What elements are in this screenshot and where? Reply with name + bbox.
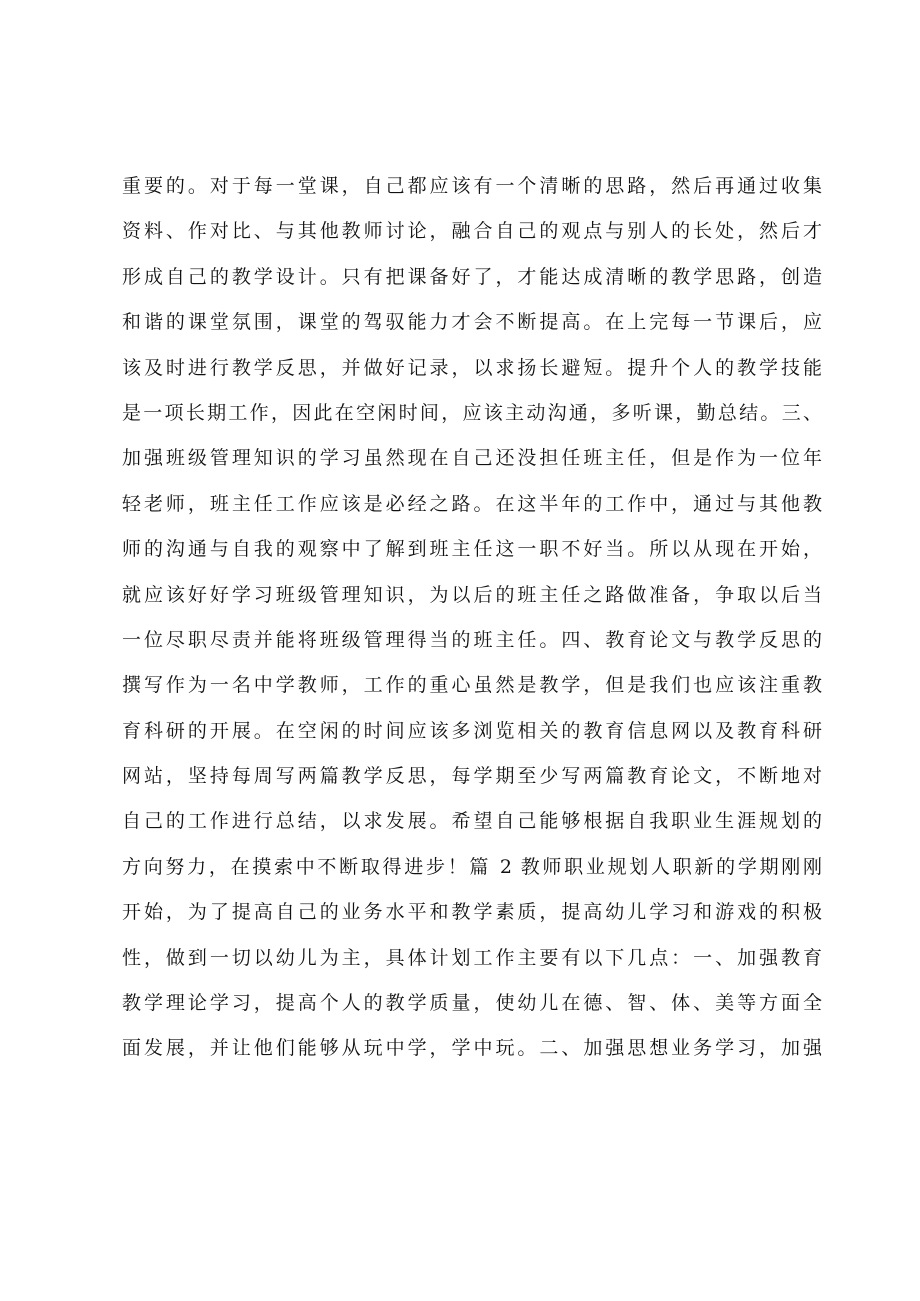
text-line-13: 育科研的开展。在空闲的时间应该多浏览相关的教育信息网以及教育科研 [122, 719, 822, 742]
text-line-4: 和谐的课堂氛围，课堂的驾驭能力才会不断提高。在上完每一节课后，应 [122, 311, 822, 334]
text-line-11: 一位尽职尽责并能将班级管理得当的班主任。四、教育论文与教学反思的 [122, 628, 822, 651]
text-line-17: 开始，为了提高自己的业务水平和教学素质，提高幼儿学习和游戏的积极 [122, 901, 822, 924]
text-line-9: 师的沟通与自我的观察中了解到班主任这一职不好当。所以从现在开始， [122, 538, 822, 561]
text-line-3: 形成自己的教学设计。只有把课备好了，才能达成清晰的教学思路，创造 [122, 265, 822, 288]
text-line-18: 性，做到一切以幼儿为主，具体计划工作主要有以下几点：一、加强教育 [122, 946, 822, 969]
text-line-15: 自己的工作进行总结，以求发展。希望自己能够根据自我职业生涯规划的 [122, 810, 822, 833]
text-line-5: 该及时进行教学反思，并做好记录，以求扬长避短。提升个人的教学技能 [122, 356, 822, 379]
text-line-19: 教学理论学习，提高个人的教学质量，使幼儿在德、智、体、美等方面全 [122, 992, 822, 1015]
text-line-16: 方向努力，在摸索中不断取得进步！篇 2 教师职业规划人职新的学期刚刚 [122, 855, 822, 878]
text-line-7: 加强班级管理知识的学习虽然现在自己还没担任班主任，但是作为一位年 [122, 447, 822, 470]
text-line-8: 轻老师，班主任工作应该是必经之路。在这半年的工作中，通过与其他教 [122, 492, 822, 515]
text-line-10: 就应该好好学习班级管理知识，为以后的班主任之路做准备，争取以后当 [122, 583, 822, 606]
text-line-2: 资料、作对比、与其他教师讨论，融合自己的观点与别人的长处，然后才 [122, 220, 822, 243]
text-line-1: 重要的。对于每一堂课，自己都应该有一个清晰的思路，然后再通过收集 [122, 175, 822, 197]
text-line-12: 撰写作为一名中学教师，工作的重心虽然是教学，但是我们也应该注重教 [122, 674, 822, 697]
text-line-20: 面发展，并让他们能够从玩中学，学中玩。二、加强思想业务学习，加强 [122, 1037, 822, 1060]
text-line-14: 网站，坚持每周写两篇教学反思，每学期至少写两篇教育论文，不断地对 [122, 765, 822, 788]
body-text [122, 164, 822, 1072]
text-line-6: 是一项长期工作，因此在空闲时间，应该主动沟通，多听课，勤总结。三、 [122, 401, 822, 424]
